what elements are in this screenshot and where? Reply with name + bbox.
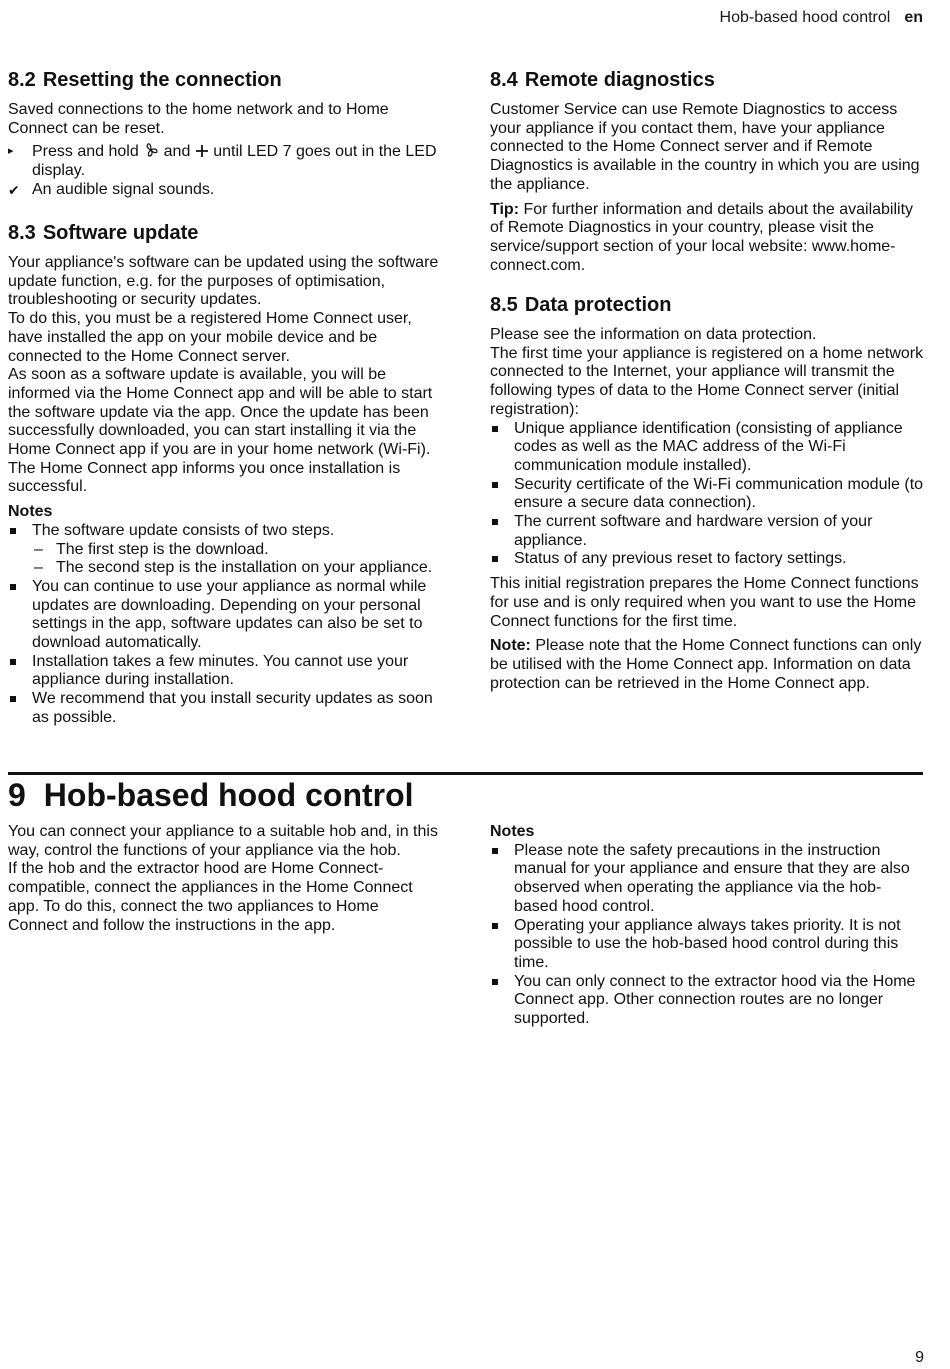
section-heading: 8.3 Software update	[8, 222, 199, 244]
paragraph: Your appliance's software can be updated using the software update function, e.g. for the purposes of optimisation, troubleshooting or security updates.	[8, 254, 439, 309]
notes-label: Notes	[8, 503, 53, 521]
list-item: Status of any previous reset to factory settings.	[490, 550, 924, 569]
header-title: Hob-based hood control	[719, 9, 891, 26]
list-subitem: – The first step is the download.	[34, 540, 269, 558]
paragraph: The first time your appliance is registered on a home network connected to the Internet, your appliance will transmit the following types of data to the Home Connect server (initial registration):	[490, 344, 924, 418]
list-item: Operating your appliance always takes priority. It is not possible to use the hob-based hood control during this time.	[490, 917, 924, 973]
notes-label: Notes	[490, 823, 535, 840]
paragraph: If the hob and the extractor hood are Home Connect-compatible, connect the appliances in the Home Connect app. To do this, connect the two appliances to Home Connect and follow the instructions in the app.	[8, 860, 413, 934]
list-item: The current software and hardware version of your appliance.	[490, 513, 924, 550]
page-number: 9	[915, 1349, 924, 1366]
paragraph: As soon as a software update is available, you will be informed via the Home Connect app and will be able to start the software update via the app. Once the update has been successfully downloaded, you can start installing it via the Home Connect app if you are in your home network (Wi-Fi). The Home Connect app informs you once installation is successful.	[8, 366, 433, 496]
chapter-9-notes	[490, 823, 924, 1029]
running-header	[720, 9, 923, 27]
list-item: You can continue to use your appliance as normal while updates are downloading. Depending on your personal settings in the app, software updates can also be set to download automatically.	[8, 578, 442, 653]
checkmark-icon: ✔	[8, 181, 20, 198]
section-intro: Saved connections to the home network and to Home Connect can be reset.	[8, 101, 389, 137]
section-8-5	[490, 293, 924, 693]
section-8-2	[8, 68, 442, 200]
chapter-divider	[8, 772, 923, 775]
section-heading: 8.5 Data protection	[490, 294, 672, 316]
list-item: Security certificate of the Wi-Fi communication module (to ensure a secure data connection).	[490, 476, 924, 513]
list-item: Please note the safety precautions in the instruction manual for your appliance and ensure that they are also observed when operating the appliance via the hob-based hood control.	[490, 842, 924, 917]
paragraph: This initial registration prepares the Home Connect functions for use and is only required when you want to use the Home Connect functions for the first time.	[490, 575, 919, 630]
tip: Tip: For further information and details about the availability of Remote Diagnostics in your country, please visit the service/support section of your local website: www.home-connect.com.	[490, 200, 914, 274]
note: Note: Please note that the Home Connect functions can only be utilised with the Home Connect app. Information on data protection can be retrieved in the Home Connect app.	[490, 637, 922, 692]
list-subitem: – The second step is the installation on your appliance.	[34, 559, 433, 577]
triangle-right-icon: ▸	[8, 145, 14, 158]
plus-icon	[195, 144, 209, 158]
list-item: Installation takes a few minutes. You cannot use your appliance during installation.	[8, 653, 442, 690]
list-item: Unique appliance identification (consisting of appliance codes as well as the MAC address of the Wi-Fi communication module installed).	[490, 420, 924, 476]
paragraph: Customer Service can use Remote Diagnostics to access your appliance if you contact them, have your appliance connected to the Home Connect server and if Remote Diagnostics is available in the country in which you are using the appliance.	[490, 101, 920, 193]
list-item: The software update consists of two steps. – The first step is the download. – The second step is the installation on your appliance.	[8, 522, 442, 578]
section-heading: 8.4 Remote diagnostics	[490, 69, 715, 91]
chapter-9-intro	[8, 823, 442, 935]
fan-icon	[143, 142, 159, 158]
chapter-heading: 9 Hob-based hood control	[8, 777, 414, 813]
section-heading: 8.2 Resetting the connection	[8, 69, 282, 91]
paragraph: Please see the information on data protection.	[490, 326, 817, 343]
instruction-step: ▸ Press and hold and until LED 7 goes out in the LED display.	[8, 143, 437, 180]
list-item: We recommend that you install security updates as soon as possible.	[8, 690, 442, 727]
list-item: You can only connect to the extractor hood via the Home Connect app. Other connection routes are no longer supported.	[490, 973, 924, 1029]
section-8-4	[490, 68, 924, 275]
paragraph: To do this, you must be a registered Home Connect user, have installed the app on your mobile device and be connected to the Home Connect server.	[8, 310, 412, 365]
language-code: en	[904, 9, 923, 26]
section-8-3	[8, 221, 442, 728]
instruction-result: ✔ An audible signal sounds.	[8, 180, 215, 198]
paragraph: You can connect your appliance to a suitable hob and, in this way, control the functions of your appliance via the hob.	[8, 823, 438, 859]
